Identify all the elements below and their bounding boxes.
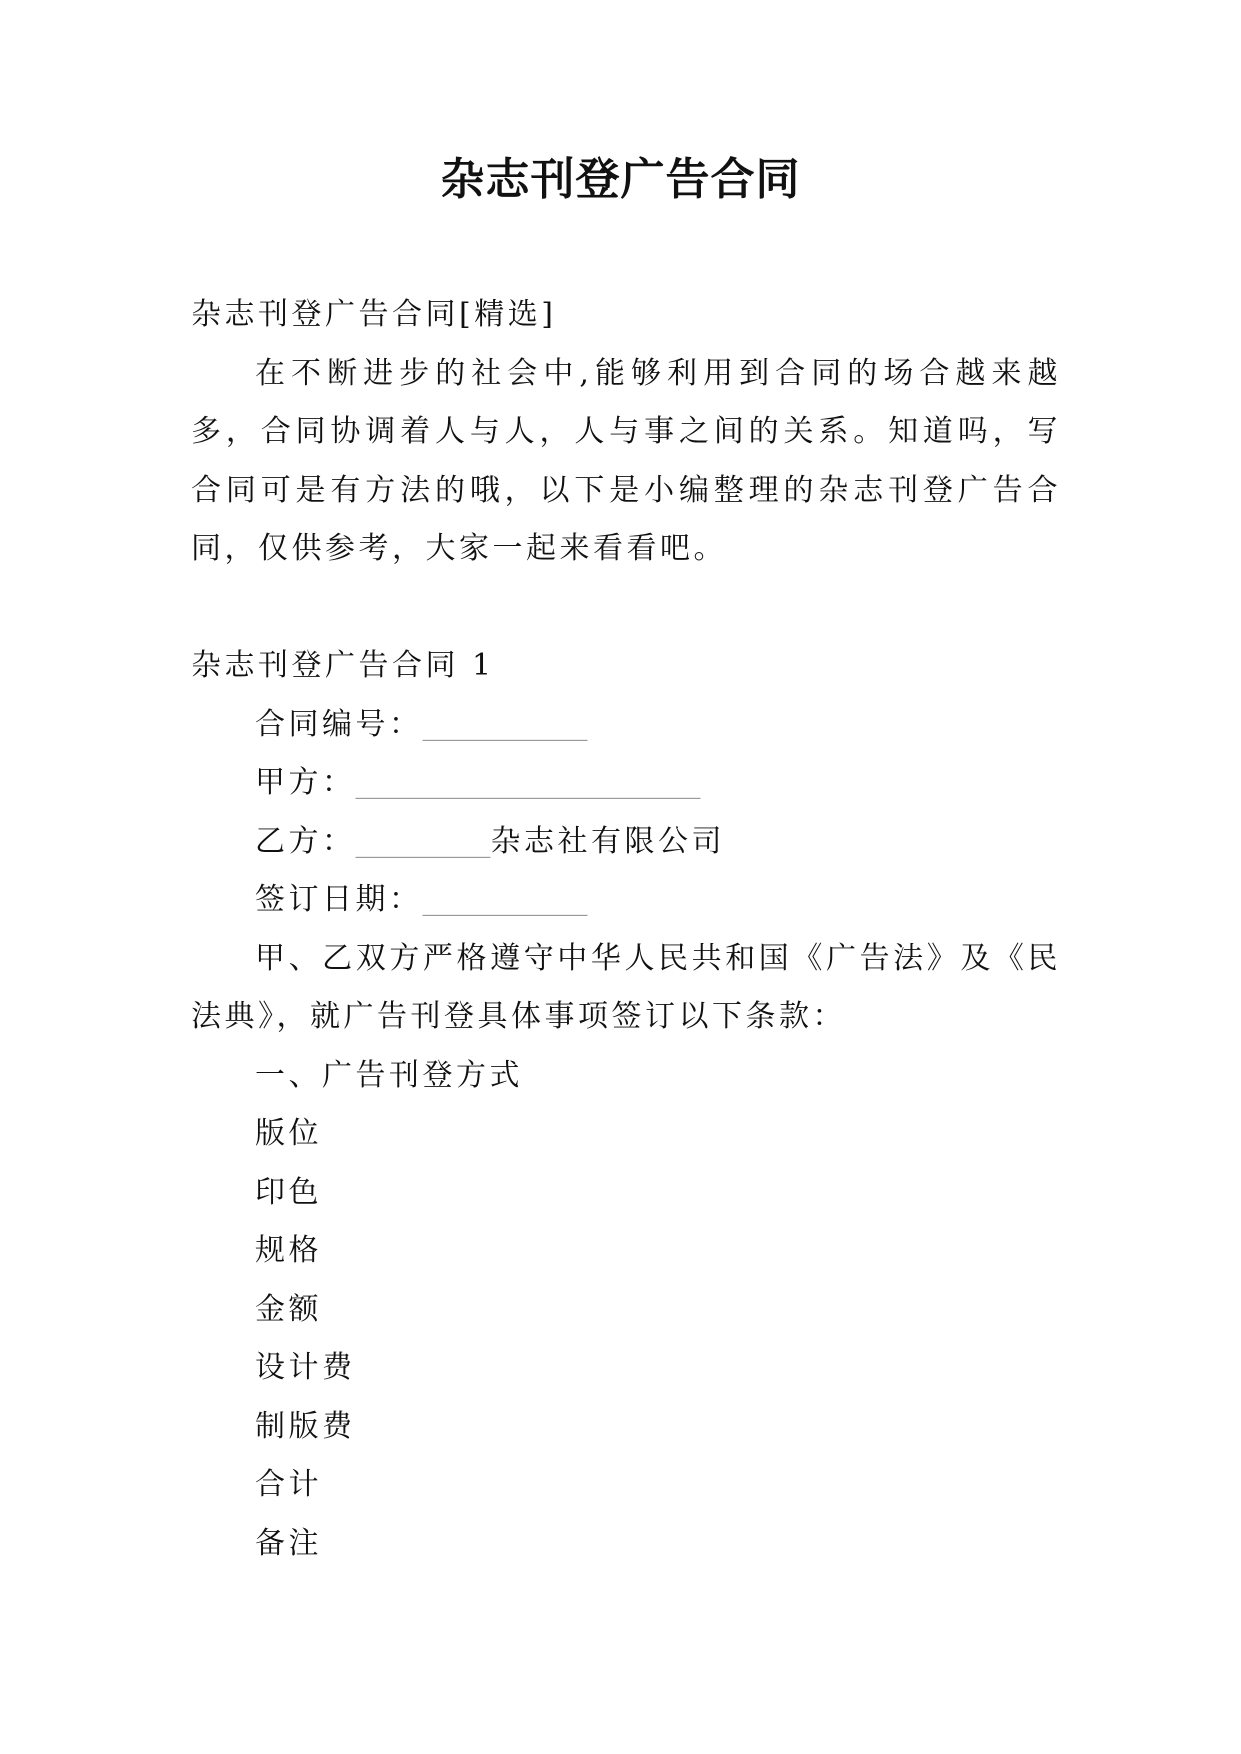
- list-item: 制版费: [255, 1408, 356, 1444]
- spacer: [191, 579, 1061, 638]
- clause-1-heading: 一、广告刊登方式: [255, 1057, 523, 1093]
- list-item: 设计费: [255, 1350, 356, 1385]
- list-item: 备注: [255, 1525, 322, 1561]
- party-a-blank: _______________________: [355, 765, 701, 800]
- contract-number-label: 合同编号：: [255, 706, 423, 742]
- document-body: [191, 286, 1061, 1573]
- list-item: 金额: [255, 1291, 322, 1327]
- sign-date-field: [191, 871, 1061, 930]
- intro-paragraph: 在不断进步的社会中,能够利用到合同的场合越来越多，合同协调着人与人，人与事之间的关系。知道吗，写合同可是有方法的哦，以下是小编整理的杂志刊登广告合同，仅供参考，大家一起来看看吧。: [191, 355, 1061, 566]
- party-a-field: [191, 754, 1061, 813]
- party-b-label: 乙方：: [255, 823, 356, 859]
- document-subtitle: 杂志刊登广告合同[精选]: [191, 297, 557, 332]
- list-item: 规格: [255, 1233, 322, 1268]
- party-a-label: 甲方：: [255, 765, 356, 800]
- party-b-blank: _________: [355, 823, 491, 859]
- sign-date-label: 签订日期：: [255, 882, 423, 917]
- list-item: 版位: [255, 1116, 322, 1151]
- list-item: 合计: [255, 1467, 322, 1502]
- contract-number-field: [191, 696, 1061, 755]
- list-item: 印色: [255, 1174, 322, 1210]
- document-title: 杂志刊登广告合同: [440, 154, 801, 205]
- clause-intro-paragraph: 甲、乙双方严格遵守中华人民共和国《广告法》及《民法典》，就广告刊登具体事项签订以下条款：: [191, 940, 1061, 1034]
- section-heading: 杂志刊登广告合同 1: [191, 648, 495, 683]
- sign-date-blank: ___________: [422, 882, 588, 917]
- party-b-suffix: 杂志社有限公司: [490, 823, 725, 859]
- party-b-field: [191, 813, 1061, 872]
- contract-number-blank: ___________: [422, 706, 588, 742]
